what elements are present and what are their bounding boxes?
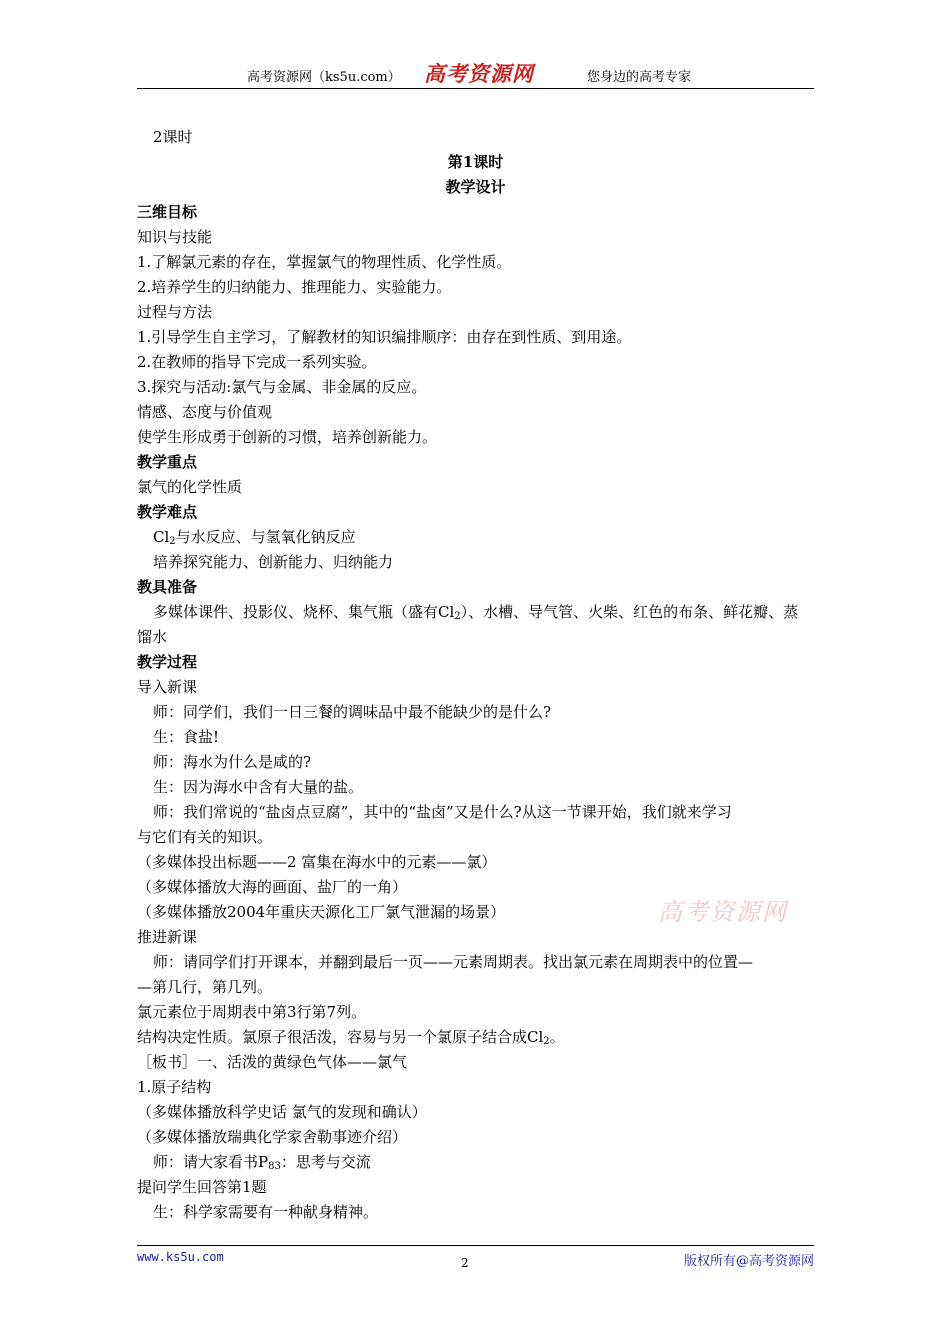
dialogue-line: 师：海水为什么是咸的?: [153, 753, 312, 771]
dialogue-line: 师：我们常说的“盐卤点豆腐”，其中的“盐卤”又是什么?从这一节课开始，我们就来学习: [153, 803, 732, 821]
header-slogan: 您身边的高考专家: [587, 70, 692, 85]
text-line: ［板书］一、活泼的黄绿色气体——氯气: [137, 1053, 408, 1071]
page-footer: [137, 1245, 814, 1276]
text-line: 知识与技能: [137, 228, 213, 246]
dialogue-line: 生：食盐!: [153, 728, 220, 746]
text-line: 提问学生回答第1题: [137, 1178, 267, 1196]
heading: 三维目标: [137, 203, 198, 221]
lesson-title: 第1课时: [447, 153, 504, 171]
heading: 教学难点: [137, 503, 198, 521]
formula-subscript: 2: [169, 536, 176, 547]
text-line: 过程与方法: [137, 303, 213, 321]
text-span: ：思考与交流: [280, 1153, 371, 1171]
formula-subscript: 2: [543, 1036, 550, 1047]
dialogue-line: 师：请同学们打开课本，并翻到最后一页——元素周期表。找出氯元素在周期表中的位置—: [153, 953, 754, 971]
text-line: [137, 600, 814, 625]
text-line: （多媒体播放大海的画面、盐厂的一角）: [137, 878, 408, 896]
text-line: 氯气的化学性质: [137, 478, 243, 496]
text-line: 1.原子结构: [137, 1078, 212, 1096]
text-line: 2.培养学生的归纳能力、推理能力、实验能力。: [137, 278, 452, 296]
text-line: 2.在教师的指导下完成一系列实验。: [137, 353, 377, 371]
heading: 教学过程: [137, 653, 198, 671]
header-logo: 高考资源网: [424, 61, 534, 86]
page-number: 2: [461, 1256, 469, 1270]
text-line: 1.引导学生自主学习，了解教材的知识编排顺序：由存在到性质、到用途。: [137, 328, 632, 346]
text-line: 1.了解氯元素的存在，掌握氯气的物理性质、化学性质。: [137, 253, 512, 271]
text-span: 。: [549, 1028, 565, 1046]
text-line: （多媒体投出标题——2 富集在海水中的元素——氯）: [137, 853, 497, 871]
text-line: 导入新课: [137, 678, 198, 696]
heading: 教学重点: [137, 453, 198, 471]
text-span: ）、水槽、导气管、火柴、红色的布条、鲜花瓣、蒸: [460, 603, 799, 621]
formula-subscript: 83: [268, 1161, 281, 1172]
text-line: [137, 525, 814, 550]
document-body: [137, 125, 814, 1225]
text-line: 氯元素位于周期表中第3行第7列。: [137, 1003, 367, 1021]
text-line: 培养探究能力、创新能力、归纳能力: [153, 553, 394, 571]
text-line: 2课时: [153, 128, 193, 146]
dialogue-line: 生：科学家需要有一种献身精神。: [153, 1203, 379, 1221]
text-line: 3.探究与活动:氯气与金属、非金属的反应。: [137, 378, 427, 396]
text-line: 情感、态度与价值观: [137, 403, 273, 421]
watermark: 高考资源网: [658, 898, 788, 926]
section-title: 教学设计: [445, 178, 506, 196]
text-span: 师：请大家看书P: [153, 1153, 269, 1171]
text-line: 使学生形成勇于创新的习惯，培养创新能力。: [137, 428, 438, 446]
text-span: 与水反应、与氢氧化钠反应: [175, 528, 356, 546]
page-header: [137, 58, 814, 89]
text-line: —第几行，第几列。: [137, 978, 273, 996]
dialogue-line: 生：因为海水中含有大量的盐。: [153, 778, 364, 796]
formula-subscript: 2: [454, 611, 461, 622]
text-line: 推进新课: [137, 928, 198, 946]
dialogue-line: [137, 1150, 814, 1175]
formula-element: Cl: [153, 528, 170, 546]
heading: 教具准备: [137, 578, 198, 596]
text-line: 馏水: [137, 628, 168, 646]
footer-copyright: 版权所有@高考资源网: [683, 1254, 814, 1269]
text-line: （多媒体播放科学史话 氯气的发现和确认）: [137, 1103, 427, 1121]
text-line: （多媒体播放2004年重庆天源化工厂氯气泄漏的场景）: [137, 903, 506, 921]
text-span: 结构决定性质。氯原子很活泼，容易与另一个氯原子结合成Cl: [137, 1028, 544, 1046]
text-span: 多媒体课件、投影仪、烧杯、集气瓶（盛有Cl: [153, 603, 455, 621]
text-line: 与它们有关的知识。: [137, 828, 273, 846]
footer-website-link[interactable]: www.ks5u.com: [137, 1250, 224, 1264]
text-line: [137, 1025, 814, 1050]
text-line: （多媒体播放瑞典化学家舍勒事迹介绍）: [137, 1128, 408, 1146]
dialogue-line: 师：同学们，我们一日三餐的调味品中最不能缺少的是什么?: [153, 703, 552, 721]
header-site-name: 高考资源网（ks5u.com）: [247, 70, 401, 85]
